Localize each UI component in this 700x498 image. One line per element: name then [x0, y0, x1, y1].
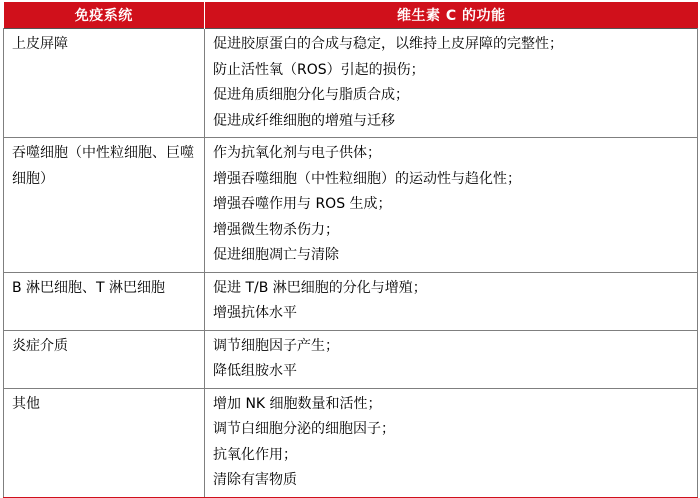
- table-row-epithelial-barrier: [4, 29, 698, 138]
- function-item: 增强微生物杀伤力；: [213, 221, 339, 238]
- function-item: 增加 NK 细胞数量和活性；: [213, 395, 382, 412]
- function-item: 促进成纤维细胞的增殖与迁移: [213, 112, 395, 129]
- system-cell: [4, 138, 205, 273]
- system-label-cont: 细胞）: [12, 170, 54, 187]
- system-label: 其他: [12, 395, 40, 412]
- function-item: 促进角质细胞分化与脂质合成；: [213, 87, 409, 103]
- system-label: 吞噬细胞（中性粒细胞、巨噬: [12, 145, 194, 161]
- system-cell: [4, 388, 205, 497]
- function-item: 清除有害物质: [213, 472, 297, 488]
- system-cell: [4, 272, 205, 330]
- function-item: 增强吞噬细胞（中性粒细胞）的运动性与趋化性；: [213, 170, 521, 187]
- function-item: 作为抗氧化剂与电子供体；: [213, 145, 381, 161]
- function-item: 抗氧化作用；: [213, 446, 297, 463]
- system-cell: [4, 29, 205, 138]
- table-row-other: [4, 388, 698, 497]
- function-item: 调节白细胞分泌的细胞因子；: [213, 421, 395, 437]
- table-header-row: [4, 2, 698, 29]
- function-item: 降低组胺水平: [213, 363, 297, 379]
- function-item: 促进胶原蛋白的合成与稳定，以维持上皮屏障的完整性；: [213, 36, 563, 52]
- table-row-inflammatory-mediators: [4, 330, 698, 388]
- function-item: 增强吞噬作用与 ROS 生成；: [213, 196, 392, 212]
- system-label: 上皮屏障: [12, 36, 68, 52]
- function-cell: [205, 138, 698, 273]
- function-table: [3, 2, 698, 498]
- function-item: 调节细胞因子产生；: [213, 337, 339, 354]
- function-item: 促进 T/B 淋巴细胞的分化与增殖；: [213, 279, 427, 296]
- function-cell: [205, 388, 698, 497]
- table-row-lymphocytes: [4, 272, 698, 330]
- system-cell: [4, 330, 205, 388]
- header-vitamin-c-function: 维生素 C 的功能: [205, 2, 698, 29]
- function-item: 防止活性氧（ROS）引起的损伤；: [213, 61, 425, 78]
- function-item: 增强抗体水平: [213, 305, 297, 321]
- table-row-phagocytes: [4, 138, 698, 273]
- function-cell: [205, 272, 698, 330]
- system-label: B 淋巴细胞、T 淋巴细胞: [12, 279, 166, 296]
- vitamin-c-immune-table: [3, 2, 697, 498]
- function-cell: [205, 29, 698, 138]
- function-cell: [205, 330, 698, 388]
- header-immune-system: 免疫系统: [4, 2, 205, 29]
- system-label: 炎症介质: [12, 337, 68, 354]
- function-item: 促进细胞凋亡与清除: [213, 247, 339, 263]
